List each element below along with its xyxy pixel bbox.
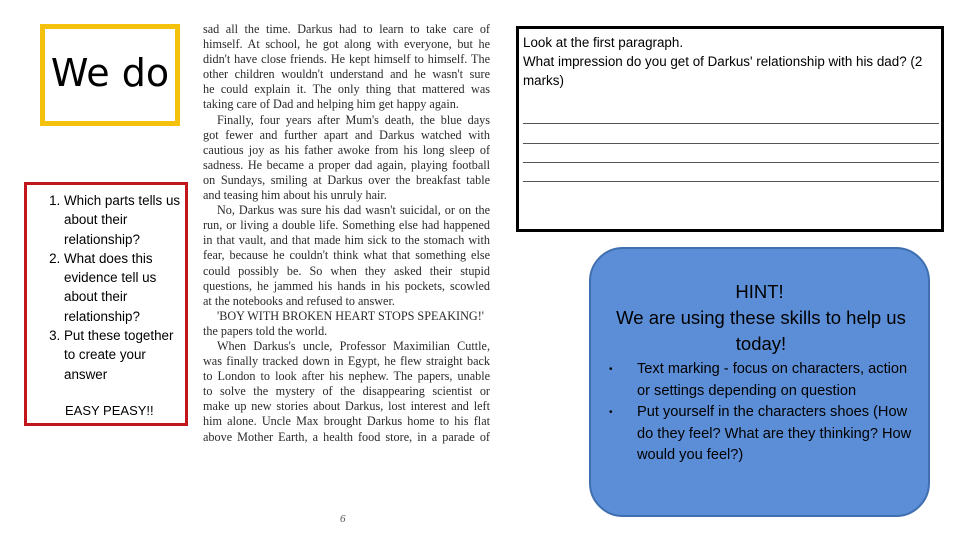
passage-line: 'BOY WITH BROKEN HEART STOPS SPEAKING!' [217, 308, 484, 323]
question-item: 3. Put these together to create your answer [64, 326, 185, 384]
task-text [523, 33, 935, 90]
easy-peasy-text: EASY PEASY!! [65, 403, 154, 418]
bullet-icon: • [609, 407, 613, 419]
passage-line: could possibly be. So when they asked their stupid [203, 263, 490, 278]
passage-line: didn't have close friends. He kept himself to himself. The [203, 52, 490, 67]
hint-title: HINT! [735, 281, 784, 302]
hint-bullet-text: Put yourself in the characters shoes (How do they feel? What are they thinking? How would you feel?) [637, 404, 912, 464]
page-number: 6 [340, 513, 346, 525]
passage-line: to solve the mystery of the disappearing scientist or [203, 384, 490, 399]
question-item: 2. What does this evidence tell us about their relationship? [64, 249, 185, 326]
hint-bullet-item [605, 359, 915, 402]
passage-line: to London to look after his nephew. The papers, unable [203, 369, 490, 384]
hint-bullet-item [605, 402, 915, 467]
passage-line: questions, he jammed his hands in his pockets, scowled [203, 278, 490, 293]
passage-line: make up new stories about Darkus, lost interest and left [203, 399, 490, 414]
passage-line: taking care of Dad and helping him get happy again. [203, 97, 459, 112]
answer-line [523, 181, 939, 182]
questions-box [24, 182, 188, 426]
passage-line: on Sundays, smiling at Darkus over the breakfast table [203, 172, 490, 187]
passage-line: and teasing him about his unruly hair. [203, 188, 387, 203]
passage-line: fear, because he couldn't think what that something else [203, 248, 490, 263]
answer-line [523, 123, 939, 124]
passage-line: he could explain it. The only thing that mattered was [203, 82, 490, 97]
bullet-icon: • [609, 364, 613, 375]
we-do-box [40, 24, 180, 126]
passage-line: run, or living a double life. Something else had happened [203, 218, 490, 233]
hint-subtitle: We are using these skills to help us today! [616, 307, 906, 354]
passage-line: sad all the time. Darkus had to learn to take care of [203, 22, 490, 36]
passage-line: at the notebooks and refused to answer. [203, 293, 395, 308]
passage-line: him alone. Uncle Max brought Darkus home to his flat [203, 414, 490, 429]
passage-line: got fewer and further apart and Darkus watched with [203, 127, 490, 142]
passage-line: sadness. He became a proper dad again, playing football [203, 157, 490, 172]
passage-line: Finally, four years after Mum's death, the blue days [217, 112, 490, 127]
hint-bullet-text: Text marking - focus on characters, action or settings depending on question [637, 361, 908, 399]
task-box [516, 26, 944, 232]
task-instruction: Look at the first paragraph. [523, 35, 684, 50]
we-do-label: We do [50, 51, 170, 95]
passage-line: the papers told the world. [203, 323, 328, 338]
question-item: 1. Which parts tells us about their relationship? [64, 191, 185, 249]
answer-line [523, 143, 939, 144]
task-question: What impression do you get of Darkus' relationship with his dad? (2 marks) [523, 54, 923, 88]
passage-line: other children wouldn't understand and he wasn't sure [203, 67, 490, 82]
passage-line: cautious joy as his father awoke from his long sleep of [203, 142, 490, 157]
question-list [27, 191, 185, 384]
passage-line: When Darkus's uncle, Professor Maximilian Cuttle, [217, 338, 490, 353]
book-passage [203, 22, 490, 492]
hint-list [605, 359, 915, 467]
answer-line [523, 162, 939, 163]
passage-line: No, Darkus was sure his dad wasn't suicidal, or on the [217, 203, 490, 218]
passage-line: himself. At school, he got along with everyone, but he [203, 37, 490, 52]
passage-line: was finally tracked down in Egypt, he flew straight back [203, 354, 490, 369]
passage-line: above Mother Earth, a health food store, in a parade of [203, 429, 490, 444]
hint-box [589, 247, 930, 517]
passage-line: in that vault, and that made him sick to the stomach with [203, 233, 490, 248]
